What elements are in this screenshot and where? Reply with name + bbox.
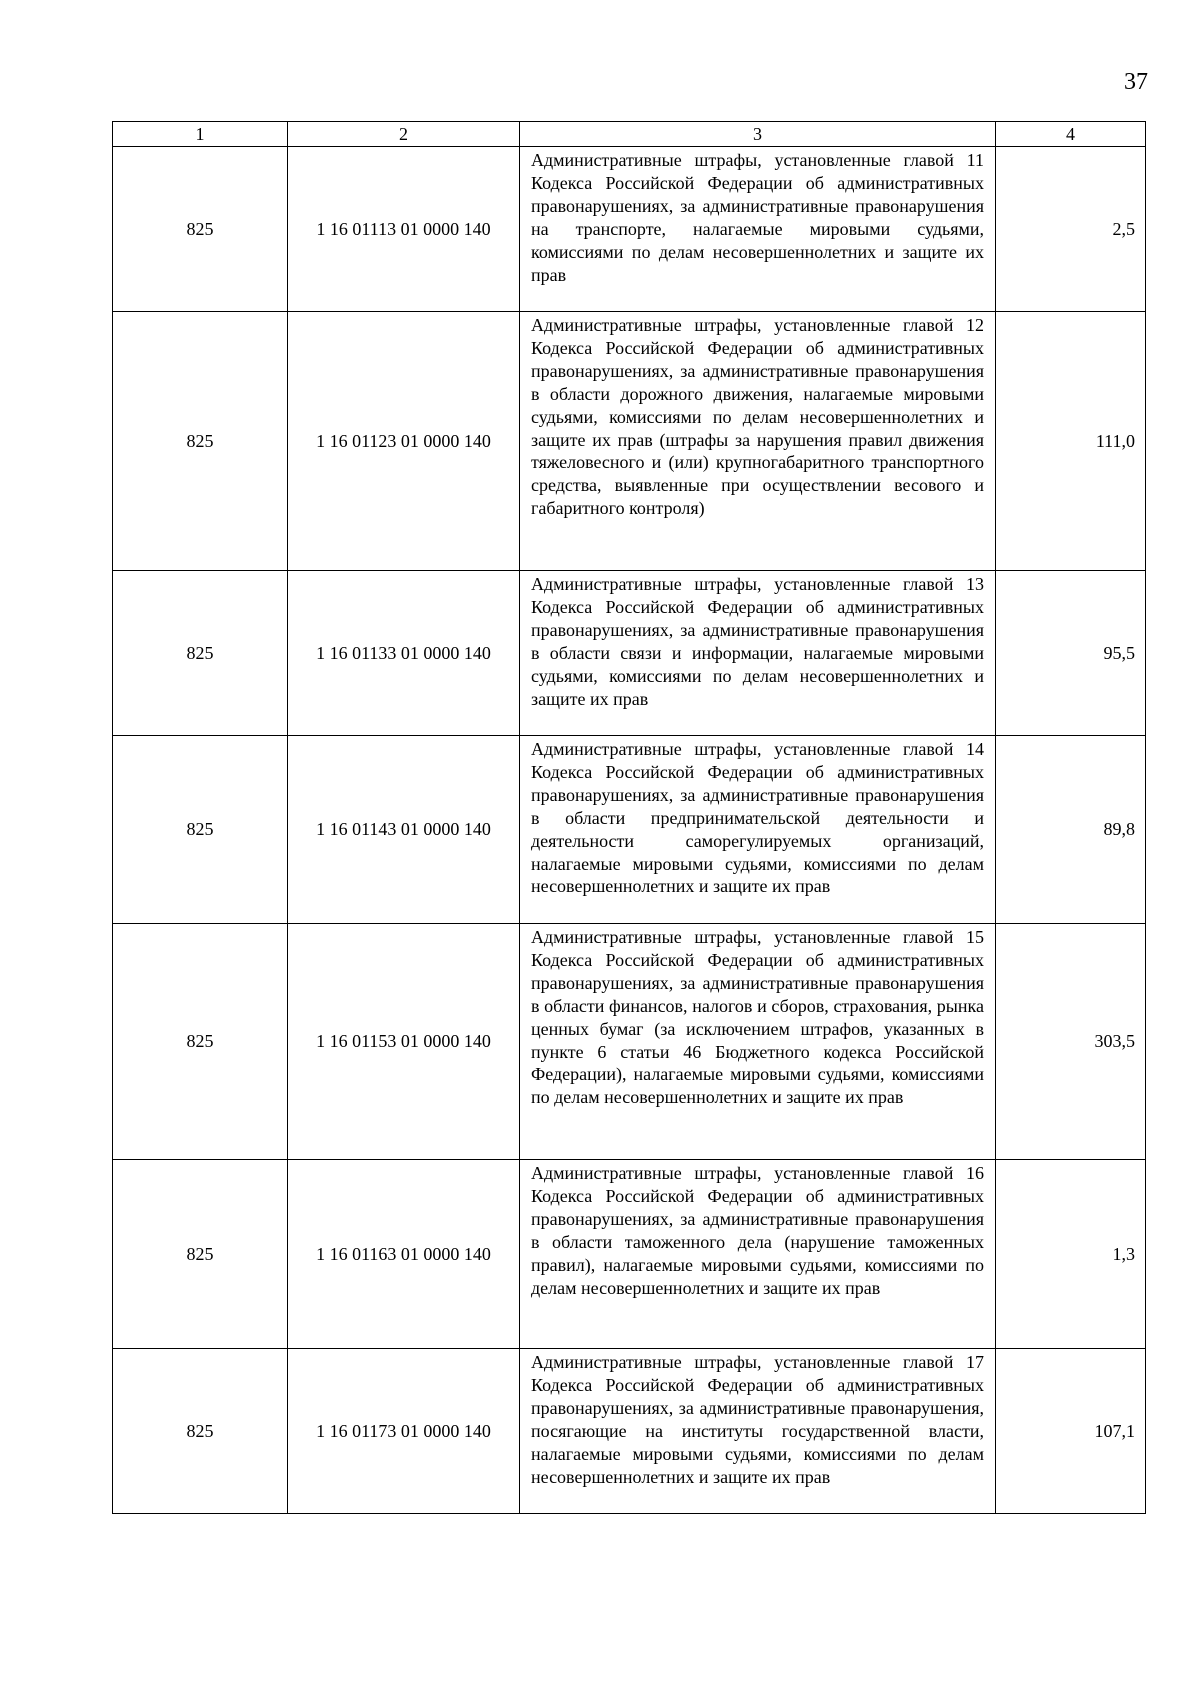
kbk-cell: 1 16 01153 01 0000 140 (288, 924, 520, 1160)
kbk-cell: 1 16 01143 01 0000 140 (288, 736, 520, 924)
header-col-1: 1 (113, 122, 288, 147)
header-col-4: 4 (996, 122, 1146, 147)
kbk-cell: 1 16 01113 01 0000 140 (288, 147, 520, 312)
income-name-cell: Административные штрафы, установленные главой 15 Кодекса Российской Федерации об административных правонарушениях, за административные правонарушения в области финансов, налогов и сборов, страхования, рынка ценных бумаг (за исключением штрафов, указанных в пункте 6 статьи 46 Бюджетного кодекса Российской Федерации), налагаемые мировыми судьями, комиссиями по делам несовершеннолетних и защите их прав (520, 924, 996, 1160)
table-row (113, 312, 1146, 571)
income-name-cell: Административные штрафы, установленные главой 13 Кодекса Российской Федерации об административных правонарушениях, за административные правонарушения в области связи и информации, налагаемые мировыми судьями, комиссиями по делам несовершеннолетних и защите их прав (520, 571, 996, 736)
header-col-2: 2 (288, 122, 520, 147)
amount-cell: 95,5 (996, 571, 1146, 736)
income-name-cell: Административные штрафы, установленные главой 16 Кодекса Российской Федерации об административных правонарушениях, за административные правонарушения в области таможенного дела (нарушение таможенных правил), налагаемые мировыми судьями, комиссиями по делам несовершеннолетних и защите их прав (520, 1160, 996, 1349)
header-col-3: 3 (520, 122, 996, 147)
amount-cell: 89,8 (996, 736, 1146, 924)
table-row (113, 1349, 1146, 1514)
table-row (113, 1160, 1146, 1349)
table-row (113, 736, 1146, 924)
kbk-cell: 1 16 01123 01 0000 140 (288, 312, 520, 571)
admin-code-cell: 825 (113, 147, 288, 312)
income-name-cell: Административные штрафы, установленные главой 17 Кодекса Российской Федерации об административных правонарушениях, за административные правонарушения, посягающие на институты государственной власти, налагаемые мировыми судьями, комиссиями по делам несовершеннолетних и защите их прав (520, 1349, 996, 1514)
admin-code-cell: 825 (113, 1349, 288, 1514)
amount-cell: 2,5 (996, 147, 1146, 312)
kbk-cell: 1 16 01173 01 0000 140 (288, 1349, 520, 1514)
table-row (113, 924, 1146, 1160)
table-row (113, 147, 1146, 312)
kbk-cell: 1 16 01133 01 0000 140 (288, 571, 520, 736)
amount-cell: 107,1 (996, 1349, 1146, 1514)
admin-code-cell: 825 (113, 924, 288, 1160)
kbk-cell: 1 16 01163 01 0000 140 (288, 1160, 520, 1349)
table-row (113, 571, 1146, 736)
budget-table (112, 121, 1146, 1514)
admin-code-cell: 825 (113, 312, 288, 571)
amount-cell: 303,5 (996, 924, 1146, 1160)
admin-code-cell: 825 (113, 736, 288, 924)
admin-code-cell: 825 (113, 1160, 288, 1349)
amount-cell: 111,0 (996, 312, 1146, 571)
amount-cell: 1,3 (996, 1160, 1146, 1349)
table-header-row (113, 122, 1146, 147)
admin-code-cell: 825 (113, 571, 288, 736)
income-name-cell: Административные штрафы, установленные главой 14 Кодекса Российской Федерации об административных правонарушениях, за административные правонарушения в области предпринимательской деятельности и деятельности саморегулируемых организаций, налагаемые мировыми судьями, комиссиями по делам несовершеннолетних и защите их прав (520, 736, 996, 924)
page-number: 37 (1124, 69, 1148, 95)
income-name-cell: Административные штрафы, установленные главой 11 Кодекса Российской Федерации об административных правонарушениях, за административные правонарушения на транспорте, налагаемые мировыми судьями, комиссиями по делам несовершеннолетних и защите их прав (520, 147, 996, 312)
income-name-cell: Административные штрафы, установленные главой 12 Кодекса Российской Федерации об административных правонарушениях, за административные правонарушения в области дорожного движения, налагаемые мировыми судьями, комиссиями по делам несовершеннолетних и защите их прав (штрафы за нарушения правил движения тяжеловесного и (или) крупногабаритного транспортного средства, выявленные при осуществлении весового и габаритного контроля) (520, 312, 996, 571)
